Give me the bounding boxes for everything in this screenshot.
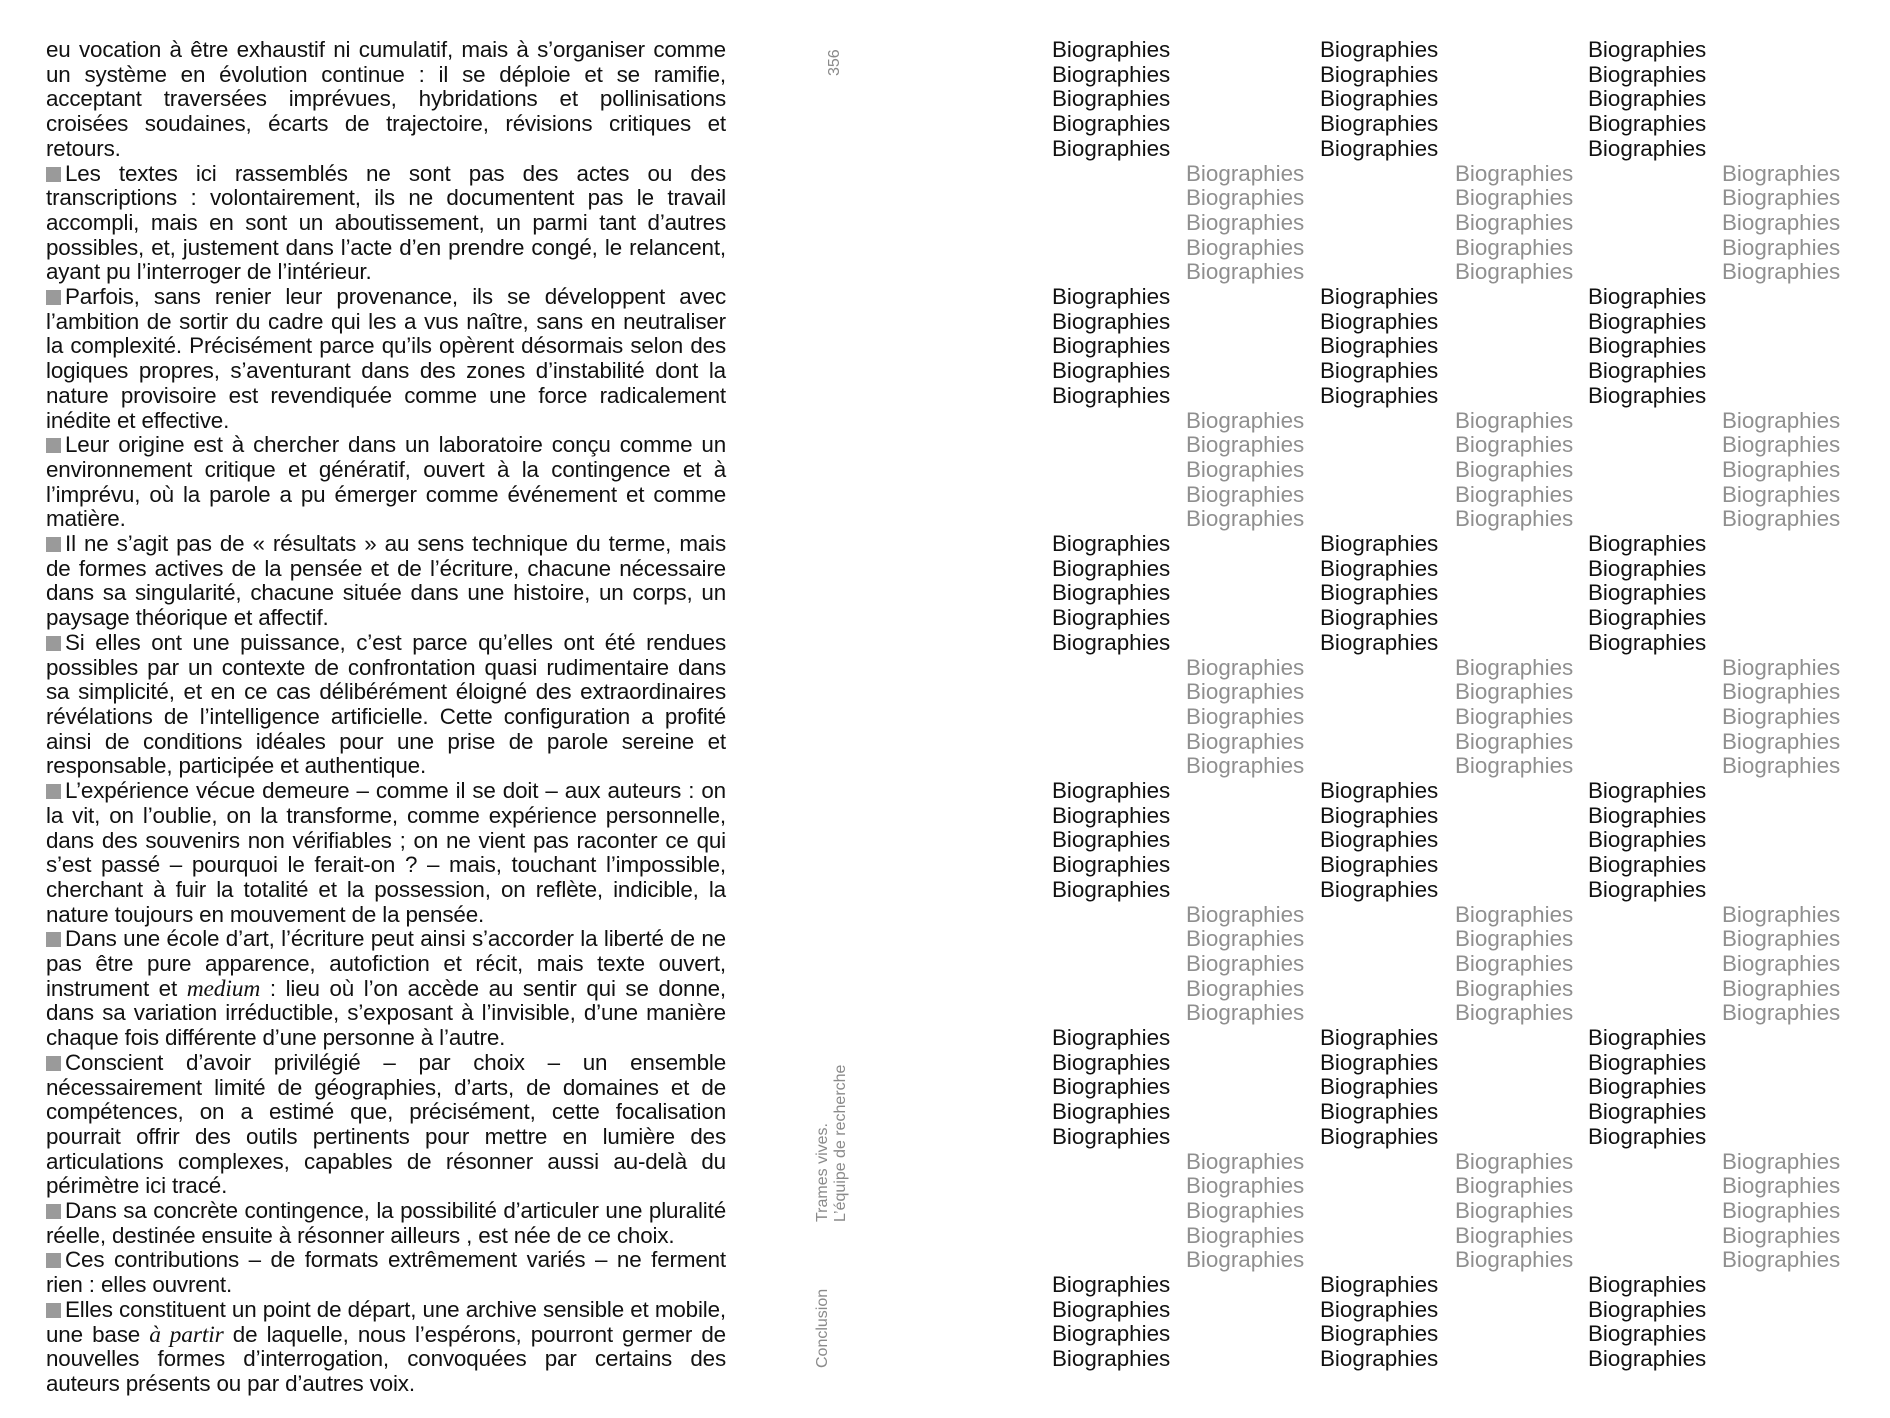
italic-term: medium bbox=[186, 975, 261, 1002]
biography-label-muted: Biographies bbox=[1455, 259, 1574, 285]
biography-label-muted: Biographies bbox=[1455, 1173, 1574, 1199]
biography-label: Biographies bbox=[1052, 1099, 1171, 1125]
biography-label-muted: Biographies bbox=[1722, 679, 1841, 705]
biography-label: Biographies bbox=[1320, 580, 1439, 606]
biography-label: Biographies bbox=[1320, 86, 1439, 112]
biography-label: Biographies bbox=[1052, 605, 1171, 631]
biography-label: Biographies bbox=[1588, 382, 1707, 408]
biography-label-muted: Biographies bbox=[1455, 679, 1574, 705]
biography-label-muted: Biographies bbox=[1722, 209, 1841, 235]
biography-label-muted: Biographies bbox=[1722, 926, 1841, 952]
biography-label: Biographies bbox=[1320, 1123, 1439, 1149]
biography-label-muted: Biographies bbox=[1455, 407, 1574, 433]
biography-label-muted: Biographies bbox=[1186, 1222, 1305, 1248]
page-number: 356 bbox=[826, 49, 843, 76]
biography-label: Biographies bbox=[1320, 1272, 1439, 1297]
biography-label-muted: Biographies bbox=[1455, 950, 1574, 976]
biography-label: Biographies bbox=[1588, 876, 1707, 902]
biography-label-muted: Biographies bbox=[1722, 901, 1841, 927]
biography-label: Biographies bbox=[1588, 778, 1707, 803]
square-bullet-icon bbox=[46, 1303, 61, 1318]
biography-label-muted: Biographies bbox=[1186, 926, 1305, 952]
biography-label: Biographies bbox=[1588, 852, 1707, 878]
biography-label-muted: Biographies bbox=[1186, 1148, 1305, 1174]
running-head-title: Trames vives. L’équipe de recherche bbox=[814, 1064, 849, 1222]
biography-label: Biographies bbox=[1588, 61, 1707, 87]
biography-label: Biographies bbox=[1588, 358, 1707, 384]
biography-label: Biographies bbox=[1052, 1321, 1171, 1347]
biography-label-muted: Biographies bbox=[1722, 1222, 1841, 1248]
biography-label: Biographies bbox=[1588, 1099, 1707, 1125]
biography-label-muted: Biographies bbox=[1722, 1173, 1841, 1199]
biography-label-muted: Biographies bbox=[1722, 481, 1841, 507]
biography-label: Biographies bbox=[1052, 284, 1171, 309]
body-text bbox=[46, 38, 726, 1397]
biography-label: Biographies bbox=[1052, 1272, 1171, 1297]
biography-label: Biographies bbox=[1052, 358, 1171, 384]
biography-label-muted: Biographies bbox=[1722, 160, 1841, 186]
biography-label-muted: Biographies bbox=[1722, 185, 1841, 211]
biography-label-muted: Biographies bbox=[1186, 234, 1305, 260]
biography-label-muted: Biographies bbox=[1722, 456, 1841, 482]
biography-label-muted: Biographies bbox=[1455, 506, 1574, 532]
biography-label: Biographies bbox=[1588, 580, 1707, 606]
biography-label: Biographies bbox=[1320, 1321, 1439, 1347]
biography-label-muted: Biographies bbox=[1186, 185, 1305, 211]
biography-label-muted: Biographies bbox=[1455, 901, 1574, 927]
biography-label-muted: Biographies bbox=[1455, 456, 1574, 482]
biography-label-muted: Biographies bbox=[1722, 975, 1841, 1001]
square-bullet-icon bbox=[46, 438, 61, 453]
square-bullet-icon bbox=[46, 537, 61, 552]
biography-label-muted: Biographies bbox=[1186, 728, 1305, 754]
biography-label: Biographies bbox=[1320, 1049, 1439, 1075]
biography-label-muted: Biographies bbox=[1722, 407, 1841, 433]
square-bullet-icon bbox=[46, 290, 61, 305]
biography-label-muted: Biographies bbox=[1722, 234, 1841, 260]
biography-label-muted: Biographies bbox=[1455, 728, 1574, 754]
biography-label: Biographies bbox=[1320, 308, 1439, 334]
biography-label: Biographies bbox=[1588, 802, 1707, 828]
biography-label: Biographies bbox=[1052, 827, 1171, 853]
paragraph-6: Si elles ont une puissance, c’est parce qu’elles ont été rendues possibles par un contexte de confrontation quasi rudimentaire dans sa simplicité, et en ce cas délibérément éloigné des extraordinaires révélations de l’intelligence artificielle. Cette configuration a profité ainsi de conditions idéales pour une prise de parole sereine et responsable, participée et authentique. bbox=[46, 629, 726, 779]
square-bullet-icon bbox=[46, 1056, 61, 1071]
biography-label: Biographies bbox=[1588, 308, 1707, 334]
biography-label-muted: Biographies bbox=[1186, 160, 1305, 186]
biography-label: Biographies bbox=[1052, 876, 1171, 902]
biography-label-muted: Biographies bbox=[1186, 407, 1305, 433]
biography-label-muted: Biographies bbox=[1186, 432, 1305, 458]
biography-label-muted: Biographies bbox=[1455, 1000, 1574, 1026]
square-bullet-icon bbox=[46, 636, 61, 651]
paragraph-7: L’expérience vécue demeure – comme il se doit – aux auteurs : on la vit, on l’oublie, on la transforme, comme expérience personnelle, dans des souvenirs non vérifiables ; on ne vient pas raconter ce qui s’est passé – pourquoi le ferait-on ? – mais, touchant l’impossible, cherchant à fuir la totalité et la possession, on reflète, indicible, la nature toujours en mouvement de la pensée. bbox=[46, 778, 726, 927]
biographies-pattern bbox=[1052, 38, 1872, 1398]
biography-label: Biographies bbox=[1052, 382, 1171, 408]
biography-label-muted: Biographies bbox=[1186, 753, 1305, 779]
biography-label-muted: Biographies bbox=[1722, 259, 1841, 285]
biography-label: Biographies bbox=[1052, 629, 1171, 655]
biography-label: Biographies bbox=[1320, 111, 1439, 137]
biography-label-muted: Biographies bbox=[1186, 209, 1305, 235]
biography-label: Biographies bbox=[1320, 1074, 1439, 1100]
biography-label: Biographies bbox=[1320, 852, 1439, 878]
biography-label: Biographies bbox=[1320, 1099, 1439, 1125]
biography-label-muted: Biographies bbox=[1455, 703, 1574, 729]
biography-label-muted: Biographies bbox=[1455, 975, 1574, 1001]
biography-label: Biographies bbox=[1588, 1272, 1707, 1297]
biography-label-muted: Biographies bbox=[1722, 703, 1841, 729]
biography-label-muted: Biographies bbox=[1455, 481, 1574, 507]
biography-label: Biographies bbox=[1052, 1025, 1171, 1050]
biography-label: Biographies bbox=[1588, 37, 1707, 62]
biography-label: Biographies bbox=[1052, 1296, 1171, 1322]
biography-label-muted: Biographies bbox=[1722, 432, 1841, 458]
biography-label: Biographies bbox=[1588, 333, 1707, 359]
biography-label-muted: Biographies bbox=[1455, 1197, 1574, 1223]
biography-label: Biographies bbox=[1320, 531, 1439, 556]
biography-label: Biographies bbox=[1320, 382, 1439, 408]
biography-label: Biographies bbox=[1588, 827, 1707, 853]
biography-label: Biographies bbox=[1320, 37, 1439, 62]
biography-label: Biographies bbox=[1588, 1123, 1707, 1149]
paragraph-3: Parfois, sans renier leur provenance, ils se développent avec l’ambition de sortir du cadre qui les a vus naître, sans en neutraliser la complexité. Précisément parce qu’ils opèrent désormais selon des logiques propres, s’aventurant dans des zones d’instabilité dont la nature provisoire est revendiquée comme une force radicalement inédite et effective. bbox=[46, 284, 726, 433]
biography-label: Biographies bbox=[1588, 1049, 1707, 1075]
biography-label: Biographies bbox=[1588, 284, 1707, 309]
biography-label: Biographies bbox=[1320, 605, 1439, 631]
paragraph-5: Il ne s’agit pas de « résultats » au sens technique du terme, mais de formes actives de la pensée et de l’écriture, chacune nécessaire dans sa singularité, chacune située dans une histoire, un corps, un paysage théorique et affectif. bbox=[46, 531, 726, 631]
paragraph-8: Dans une école d’art, l’écriture peut ainsi s’accorder la liberté de ne pas être pure apparence, autofiction et récit, mais texte ouvert, instrument et medium : lieu où l’on accède au sentir qui se donne, dans sa variation irréductible, s’exposant à l’invisible, d’une manière chaque fois différente d’une personne à l’autre. bbox=[46, 926, 726, 1051]
biography-label-muted: Biographies bbox=[1722, 753, 1841, 779]
biography-label-muted: Biographies bbox=[1186, 1197, 1305, 1223]
biography-label-muted: Biographies bbox=[1186, 1000, 1305, 1026]
biography-label-muted: Biographies bbox=[1186, 901, 1305, 927]
running-head-section: Conclusion bbox=[814, 1288, 831, 1368]
biography-label: Biographies bbox=[1320, 61, 1439, 87]
biography-label: Biographies bbox=[1320, 1346, 1439, 1372]
biography-label: Biographies bbox=[1588, 629, 1707, 655]
biography-label: Biographies bbox=[1320, 778, 1439, 803]
biography-label: Biographies bbox=[1320, 1025, 1439, 1050]
biography-label-muted: Biographies bbox=[1455, 1222, 1574, 1248]
biography-label-muted: Biographies bbox=[1455, 432, 1574, 458]
paragraph-4: Leur origine est à chercher dans un laboratoire conçu comme un environnement critique et génératif, ouvert à la contingence et à l’imprévu, où la parole a pu émerger comme événement et comme matière. bbox=[46, 432, 726, 532]
biography-label: Biographies bbox=[1588, 555, 1707, 581]
square-bullet-icon bbox=[46, 932, 61, 947]
biography-label: Biographies bbox=[1320, 284, 1439, 309]
biography-label-muted: Biographies bbox=[1722, 1000, 1841, 1026]
italic-term: à partir bbox=[149, 1321, 224, 1348]
biography-label: Biographies bbox=[1052, 1074, 1171, 1100]
biography-label: Biographies bbox=[1052, 61, 1171, 87]
square-bullet-icon bbox=[46, 167, 61, 182]
biography-label: Biographies bbox=[1320, 333, 1439, 359]
biography-label-muted: Biographies bbox=[1186, 950, 1305, 976]
biography-label-muted: Biographies bbox=[1186, 456, 1305, 482]
biography-label-muted: Biographies bbox=[1722, 506, 1841, 532]
biography-label: Biographies bbox=[1052, 852, 1171, 878]
biography-label-muted: Biographies bbox=[1186, 1247, 1305, 1273]
biography-label: Biographies bbox=[1588, 605, 1707, 631]
biography-label: Biographies bbox=[1052, 308, 1171, 334]
biography-label-muted: Biographies bbox=[1722, 1148, 1841, 1174]
biography-label: Biographies bbox=[1052, 111, 1171, 137]
paragraph-9: Conscient d’avoir privilégié – par choix – un ensemble nécessairement limité de géographies, d’arts, de domaines et de compétences, on a estimé que, précisément, cette focalisation pourrait offrir des outils pertinents pour mettre en lumière des articulations complexes, capables de résonner aussi au-delà du périmètre ici tracé. bbox=[46, 1049, 726, 1199]
square-bullet-icon bbox=[46, 784, 61, 799]
biography-label: Biographies bbox=[1320, 876, 1439, 902]
biography-label-muted: Biographies bbox=[1455, 1148, 1574, 1174]
biography-label-muted: Biographies bbox=[1186, 506, 1305, 532]
biography-label: Biographies bbox=[1588, 1321, 1707, 1347]
biography-label: Biographies bbox=[1052, 778, 1171, 803]
biography-label: Biographies bbox=[1320, 135, 1439, 161]
biography-label-muted: Biographies bbox=[1722, 728, 1841, 754]
biography-label-muted: Biographies bbox=[1455, 1247, 1574, 1273]
paragraph-10: Dans sa concrète contingence, la possibilité d’articuler une pluralité réelle, destinée ensuite à résonner ailleurs , est née de ce choix. bbox=[46, 1198, 726, 1248]
biography-label-muted: Biographies bbox=[1186, 481, 1305, 507]
biography-label-muted: Biographies bbox=[1186, 975, 1305, 1001]
biography-label-muted: Biographies bbox=[1186, 679, 1305, 705]
biography-label: Biographies bbox=[1320, 1296, 1439, 1322]
square-bullet-icon bbox=[46, 1253, 61, 1268]
biography-label: Biographies bbox=[1588, 135, 1707, 161]
biography-label: Biographies bbox=[1320, 629, 1439, 655]
biography-label: Biographies bbox=[1052, 1049, 1171, 1075]
biography-label: Biographies bbox=[1052, 333, 1171, 359]
biography-label: Biographies bbox=[1052, 86, 1171, 112]
biography-label-muted: Biographies bbox=[1722, 1247, 1841, 1273]
biography-label: Biographies bbox=[1588, 111, 1707, 137]
biography-label: Biographies bbox=[1588, 531, 1707, 556]
biography-label: Biographies bbox=[1588, 1074, 1707, 1100]
paragraph-2: Les textes ici rassemblés ne sont pas des actes ou des transcriptions : volontairement, ils ne documentent pas le travail accompli, mais en sont un aboutissement, un parmi tant d’autres possibles, et, justement dans l’acte d’en prendre congé, le relancent, ayant pu l’interroger de l’intérieur. bbox=[46, 160, 726, 285]
biography-label-muted: Biographies bbox=[1455, 185, 1574, 211]
biography-label: Biographies bbox=[1052, 531, 1171, 556]
biography-label: Biographies bbox=[1052, 135, 1171, 161]
biography-label: Biographies bbox=[1052, 1346, 1171, 1372]
biography-label: Biographies bbox=[1320, 802, 1439, 828]
paragraph-11: Ces contributions – de formats extrêmement variés – ne ferment rien : elles ouvrent. bbox=[46, 1247, 726, 1298]
biography-label: Biographies bbox=[1588, 1296, 1707, 1322]
square-bullet-icon bbox=[46, 1204, 61, 1219]
biography-label-muted: Biographies bbox=[1455, 753, 1574, 779]
biography-label: Biographies bbox=[1588, 1346, 1707, 1372]
biography-label: Biographies bbox=[1588, 1025, 1707, 1050]
biography-label: Biographies bbox=[1052, 37, 1171, 62]
biography-label: Biographies bbox=[1320, 358, 1439, 384]
biography-label-muted: Biographies bbox=[1455, 654, 1574, 680]
biography-label: Biographies bbox=[1320, 555, 1439, 581]
biography-label: Biographies bbox=[1588, 86, 1707, 112]
biography-label-muted: Biographies bbox=[1722, 1197, 1841, 1223]
biography-label-muted: Biographies bbox=[1186, 259, 1305, 285]
biography-label-muted: Biographies bbox=[1455, 160, 1574, 186]
biography-label-muted: Biographies bbox=[1722, 950, 1841, 976]
biography-label: Biographies bbox=[1052, 555, 1171, 581]
biography-label: Biographies bbox=[1052, 802, 1171, 828]
biography-label-muted: Biographies bbox=[1186, 1173, 1305, 1199]
biography-label-muted: Biographies bbox=[1455, 234, 1574, 260]
biography-label-muted: Biographies bbox=[1455, 209, 1574, 235]
biography-label: Biographies bbox=[1052, 580, 1171, 606]
biography-label-muted: Biographies bbox=[1722, 654, 1841, 680]
paragraph-1: eu vocation à être exhaustif ni cumulatif, mais à s’organiser comme un système en évolution continue : il se déploie et se ramifie, acceptant traversées imprévues, hybridations et pollinisations croisées soudaines, écarts de trajectoire, révisions critiques et retours. bbox=[46, 37, 726, 161]
biography-label-muted: Biographies bbox=[1186, 654, 1305, 680]
biography-label: Biographies bbox=[1052, 1123, 1171, 1149]
biography-label: Biographies bbox=[1320, 827, 1439, 853]
biography-label-muted: Biographies bbox=[1455, 926, 1574, 952]
biography-label-muted: Biographies bbox=[1186, 703, 1305, 729]
paragraph-12: Elles constituent un point de départ, une archive sensible et mobile, une base à partir de laquelle, nous l’espérons, pourront germer de nouvelles formes d’interrogation, convoquées par certains des auteurs présents ou par d’autres voix. bbox=[46, 1296, 726, 1396]
